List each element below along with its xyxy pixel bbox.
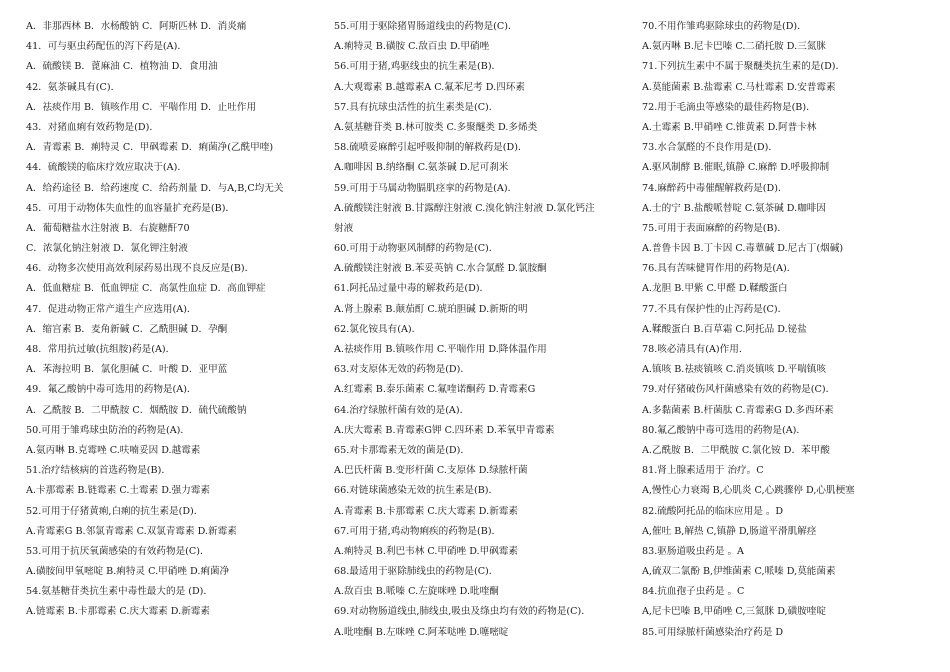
question-line: 73.水合氯醛的不良作用是(D)． <box>642 142 778 154</box>
answer-options-line: A.青霉素G B.邻氯青霉素 C.双氯青霉素 D.新霉素 <box>26 525 237 537</box>
answer-options-line: A,慢性心力衰竭 B,心肌炎 C,心跳骤停 D,心肌梗塞 <box>642 485 855 497</box>
answer-options-line: A.氨丙啉 B.克霉唑 C.呋喃妥因 D.越霉素 <box>26 444 201 456</box>
question-line: 82.硫酸阿托品的临床应用是 。D <box>642 505 784 517</box>
answer-options-line: A.莫能菌素 B.盐霉素 C.马杜霉素 D.安普霉素 <box>642 81 836 93</box>
answer-options-line: A.乙酰胺 B．二甲酰胺 C.氯化铵 D．苯甲酸 <box>642 444 830 456</box>
question-line: 83.驱肠道吸虫药是 。A <box>642 545 744 557</box>
answer-options-line: A.红霉素 B.泰乐菌素 C.氟喹诺酮药 D.青霉素G <box>334 384 536 396</box>
answer-options-line: A．乙酰胺 B．二甲酰胺 C．烟酰胺 D．硫代硫酸钠 <box>26 404 247 416</box>
answer-options-line: A,催吐 B,解热 C,镇静 D,肠道平滑肌解痉 <box>642 525 817 537</box>
answer-options-line: A.吡喹酮 B.左咪唑 C.阿苯哒唑 D.噻嘧啶 <box>334 626 509 638</box>
question-line: 78.咳必清具有(A)作用. <box>642 344 742 355</box>
question-line: 49．氟乙酸钠中毒可选用的药物是(A)． <box>26 384 197 396</box>
question-line: 63.对支原体无效的药物是(D)． <box>334 364 470 376</box>
question-line: 77.不具有保护性的止泻药是(C)． <box>642 303 788 315</box>
question-line: 42．氨茶碱具有(C)． <box>26 81 121 93</box>
answer-options-line: A．祛痰作用 B．镇咳作用 C．平喘作用 D．止吐作用 <box>26 101 257 113</box>
answer-options-line: A.青霉素 B.卡那霉素 C.庆大霉素 D.新霉素 <box>334 505 518 517</box>
question-line: 46．动物多次使用高效利尿药易出现不良反应是(B)． <box>26 263 255 275</box>
answer-options-line: A.祛痰作用 B.镇咳作用 C.平喘作用 D.降体温作用 <box>334 344 547 355</box>
question-line: 62.氯化铵具有(A)． <box>334 323 422 335</box>
question-line: 53.可用于抗厌氧菌感染的有效药物是(C)． <box>26 545 210 557</box>
answer-options-line: C．浓氯化钠注射液 D．氯化钾注射液 <box>26 243 188 255</box>
answer-options-line: A.土霉素 B.甲硝唑 C.锥黄素 D.阿普卡林 <box>642 121 817 133</box>
question-line: 65.对卡那霉素无效的菌是(D)． <box>334 444 470 456</box>
answer-options-line: A.痢特灵 B.利巴韦林 C.甲硝唑 D.甲砜霉素 <box>334 545 518 557</box>
question-line: 54.氨基糖苷类抗生素中毒性最大的是 (D)． <box>26 586 213 598</box>
answer-options-line: A.链霉素 B.卡那霉素 C.庆大霉素 D.新霉素 <box>26 606 210 618</box>
question-line: 67.可用于猪,鸡动物痢疾的药物是(B)． <box>334 525 502 537</box>
answer-options-line: A.镇咳 B.祛痰镇咳 C.消炎镇咳 D.平喘镇咳 <box>642 364 826 376</box>
question-line: 85.可用绿脓杆菌感染治疗药是 D <box>642 626 784 638</box>
question-line: 76.具有苦味健胃作用的药物是(A)． <box>642 263 797 275</box>
question-line: 81.肾上腺素适用于 治疗。C <box>642 465 764 477</box>
question-line: 47．促进动物正常产道生产应选用(A)． <box>26 303 197 315</box>
answer-options-line: A.氨基糖苷类 B.林可胺类 C.多聚醚类 D.多烯类 <box>334 121 538 133</box>
answer-options-line: A.磺胺间甲氧嘧啶 B.痢特灵 C.甲硝唑 D.痢菌净 <box>26 566 230 578</box>
question-line: 59.可用于马属动物膈肌痉挛的药物是(A)． <box>334 182 518 194</box>
question-line: 58.硫喷妥麻醉引起呼吸抑制的解救药是(D)． <box>334 142 528 154</box>
question-line: 61.阿托品过量中毒的解救药是(D)． <box>334 283 490 295</box>
answer-options-line: A.敌百虫 B.哌嗪 C.左旋咪唑 D.吡喹酮 <box>334 586 499 598</box>
answer-options-line: A．非那西林 B．水杨酸钠 C．阿斯匹林 D．消炎痛 <box>26 21 247 32</box>
question-line: 57.具有抗球虫活性的抗生素类是(C)． <box>334 101 499 113</box>
question-line: 72.用于毛滴虫等感染的最佳药物是(B)． <box>642 101 816 113</box>
text-column-right <box>642 17 942 643</box>
answer-options-line: A．硫酸镁 B．蓖麻油 C．植物油 D．食用油 <box>26 61 218 73</box>
answer-options-line: A.大观霉素 B.越霉素A C.氟苯尼考 D.四环素 <box>334 81 525 93</box>
answer-options-line: A.硫酸镁注射液 B.苯妥英钠 C.水合氯醛 D.氯胺酮 <box>334 263 547 275</box>
answer-options-line: A.庆大霉素 B.青霉素G钾 C.四环素 D.苯氧甲青霉素 <box>334 424 555 436</box>
question-line: 48．常用抗过敏(抗组胺)药是(A)． <box>26 344 176 355</box>
answer-options-line: A.普鲁卡因 B.丁卡因 C.毒蕈碱 D.尼古丁(烟碱) <box>642 243 844 255</box>
question-line: 45．可用于动物体失血性的血容量扩充药是(B)． <box>26 202 236 214</box>
question-line: 74.麻醉药中毒催醒解救药是(D)． <box>642 182 788 194</box>
question-line: 52.可用于仔猪黄痢,白痢的抗生素是(D)． <box>26 505 204 517</box>
question-line: 43．对猪血痢有效药物是(D)． <box>26 121 159 133</box>
question-line: 80.氟乙酸钠中毒可选用的药物是(A)． <box>642 424 806 436</box>
question-line: 79.对仔猪破伤风杆菌感染有效的药物是(C)． <box>642 384 836 396</box>
question-line: 60.可用于动物驱风制酵的药物是(C)． <box>334 243 499 255</box>
answer-options-line: A．给药途径 B．给药速度 C．给药剂量 D．与A,B,C均无关 <box>26 182 284 194</box>
answer-options-line: A.咖啡因 B.纳络酮 C.氨茶碱 D.尼可刹米 <box>334 162 509 174</box>
question-line: 69.对动物肠道线虫,肺线虫,吸虫及绦虫均有效的药物是(C)． <box>334 606 591 618</box>
question-line: 66.对链球菌感染无效的抗生素是(B)． <box>334 485 499 497</box>
question-line: 50.可用于雏鸡球虫防治的药物是(A)． <box>26 424 190 436</box>
text-column-left <box>26 17 326 623</box>
answer-options-line: A.肾上腺素 B.颠茄酊 C.琥珀胆碱 D.新斯的明 <box>334 303 528 315</box>
answer-options-line: A,尼卡巴嗪 B,甲硝唑 C,三氮脒 D,磺胺喹啶 <box>642 606 826 618</box>
answer-options-line: A．低血糖症 B．低血钾症 C．高氯性血症 D．高血钾症 <box>26 283 266 295</box>
answer-options-line: A.卡那霉素 B.链霉素 C.土霉素 D.强力霉素 <box>26 485 210 497</box>
answer-options-line: A．缩宫素 B．麦角新碱 C．乙酰胆碱 D．孕酮 <box>26 323 228 335</box>
question-line: 55.可用于驱除猪胃肠道线虫的药物是(C)． <box>334 21 518 32</box>
question-line: 71.下列抗生素中不属于聚醚类抗生素的是(D)． <box>642 61 846 73</box>
answer-options-line: A.鞣酸蛋白 B.百草霜 C.阿托品 D.铋盐 <box>642 323 807 335</box>
answer-options-line: A．葡萄糖盐水注射液 B．右旋糖酐70 <box>26 222 190 234</box>
answer-options-line: A．苯海拉明 B．氯化胆碱 C．叶酸 D．亚甲蓝 <box>26 364 228 376</box>
question-line: 75.可用于表面麻醉的药物是(B)． <box>642 222 787 234</box>
answer-options-line: A.痢特灵 B.磺胺 C.敌百虫 D.甲硝唑 <box>334 41 490 53</box>
answer-options-line: A.龙胆 B.甲紫 C.甲醛 D.鞣酸蛋白 <box>642 283 788 295</box>
answer-options-line: A.硫酸镁注射液 B.甘露醇注射液 C.溴化钠注射液 D.氯化钙注 <box>334 202 595 214</box>
answer-options-line: A.士的宁 B.盐酸哌替啶 C.氨茶碱 D.咖啡因 <box>642 202 826 214</box>
question-line: 51.治疗结核病的首选药物是(B)． <box>26 465 171 477</box>
question-line: 84.抗血孢子虫药是 。C <box>642 586 745 598</box>
answer-options-line: A,硫双二氯酚 B,伊维菌素 C,哌嗪 D,莫能菌素 <box>642 566 836 578</box>
question-line: 68.最适用于驱除肺线虫的药物是(C)． <box>334 566 499 578</box>
question-line: 70.不用作雏鸡驱除球虫的药物是(D)． <box>642 21 807 32</box>
answer-options-line: 射液 <box>334 222 354 234</box>
question-line: 64.治疗绿脓杆菌有效的是(A)． <box>334 404 470 416</box>
answer-options-line: A.驱风制酵 B.催眠,镇静 C.麻醉 D.呼吸抑制 <box>642 162 830 174</box>
answer-options-line: A．青霉素 B．痢特灵 C．甲砜霉素 D．痢菌净(乙酰甲喹) <box>26 142 274 154</box>
question-line: 44．硫酸镁的临床疗效应取决于(A)． <box>26 162 187 174</box>
question-line: 41．可与驱虫药配伍的泻下药是(A)． <box>26 41 187 53</box>
answer-options-line: A.多黏菌素 B.杆菌肽 C.青霉素G D.多西环素 <box>642 404 834 416</box>
answer-options-line: A.氨丙啉 B.尼卡巴嗪 C.二硝托胺 D.三氮脒 <box>642 41 826 53</box>
question-line: 56.可用于猪,鸡驱线虫的抗生素是(B)． <box>334 61 502 73</box>
answer-options-line: A.巴氏杆菌 B.变形杆菌 C.支原体 D.绿脓杆菌 <box>334 465 528 477</box>
text-column-middle <box>334 17 634 643</box>
